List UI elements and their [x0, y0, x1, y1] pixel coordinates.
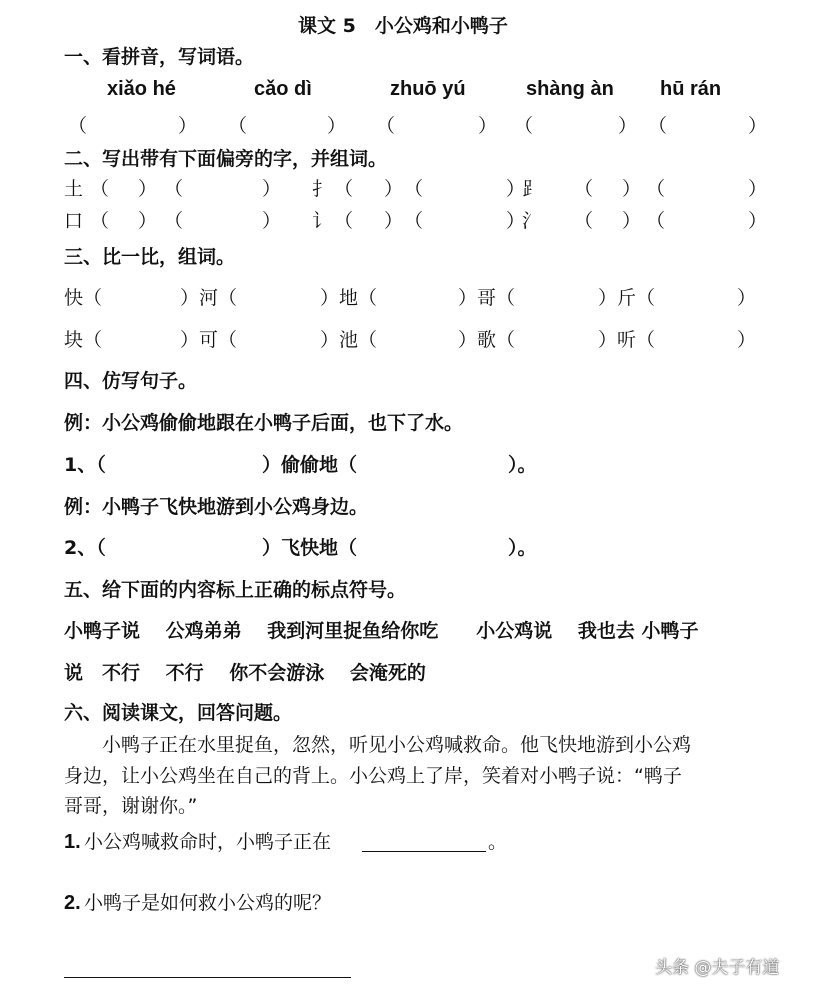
rparen: ） — [262, 210, 282, 232]
radical-shou: 扌 — [312, 178, 332, 200]
section-2-heading: 二、写出带有下面偏旁的字，并组词。 — [64, 148, 388, 170]
radical-kou: 口 — [64, 210, 84, 232]
section-4-heading: 四、仿写句子。 — [64, 370, 198, 392]
blank-lparen: （ — [376, 115, 396, 137]
lparen: （ — [574, 178, 594, 200]
compare-item: ）池（ — [320, 329, 378, 351]
lparen: （ — [404, 210, 424, 232]
pinyin-4: shàng àn — [526, 78, 614, 100]
rparen: ） — [262, 178, 282, 200]
question-1-text: 小公鸡喊救命时，小鸭子正在 — [84, 831, 332, 853]
compare-item: ）地（ — [320, 287, 378, 309]
lparen: （ — [404, 178, 424, 200]
section-6-heading: 六、阅读课文，回答问题。 — [64, 702, 293, 724]
compare-item: 块（ — [64, 329, 103, 351]
blank-lparen: （ — [68, 115, 88, 137]
exercise-2-end: ）。 — [508, 537, 537, 559]
rparen: ） — [138, 210, 158, 232]
compare-item: ） — [737, 287, 757, 309]
blank-rparen: ） — [748, 115, 768, 137]
pinyin-3: zhuō yú — [390, 78, 466, 100]
compare-item: ）河（ — [180, 287, 238, 309]
blank-rparen: ） — [478, 115, 498, 137]
compare-item: 快（ — [64, 287, 103, 309]
question-1-answer-line[interactable] — [362, 830, 486, 852]
lparen: （ — [164, 178, 184, 200]
lparen: （ — [646, 210, 666, 232]
rparen: ） — [748, 210, 768, 232]
compare-item: ）听（ — [598, 329, 656, 351]
section-3-heading: 三、比一比，组词。 — [64, 246, 236, 268]
lparen: （ — [334, 178, 354, 200]
section-5-heading: 五、给下面的内容标上正确的标点符号。 — [64, 579, 407, 601]
blank-lparen: （ — [514, 115, 534, 137]
radical-yan: 讠 — [312, 210, 332, 232]
blank-rparen: ） — [618, 115, 638, 137]
rparen: ） — [138, 178, 158, 200]
question-2-text: 小鸭子是如何救小公鸡的呢？ — [84, 892, 332, 914]
radical-zu: ⻊ — [522, 178, 542, 200]
compare-item: ）斤（ — [598, 287, 656, 309]
blank-lparen: （ — [228, 115, 248, 137]
rparen: ） — [506, 178, 526, 200]
radical-shui: 氵 — [522, 210, 542, 232]
exercise-1-start: 1、（ — [64, 454, 106, 476]
lparen: （ — [646, 178, 666, 200]
rparen: ） — [506, 210, 526, 232]
pinyin-5: hū rán — [660, 78, 722, 100]
question-1-period: 。 — [488, 831, 508, 853]
question-2-number: 2. — [64, 892, 81, 914]
question-2-answer-line[interactable] — [64, 958, 351, 978]
lparen: （ — [574, 210, 594, 232]
blank-lparen: （ — [648, 115, 668, 137]
blank-rparen: ） — [178, 115, 198, 137]
rparen: ） — [622, 210, 642, 232]
section-1-heading: 一、看拼音，写词语。 — [64, 46, 255, 68]
pinyin-2: cǎo dì — [254, 78, 312, 100]
rparen: ） — [384, 178, 404, 200]
punctuation-line-1: 小鸭子说 公鸡弟弟 我到河里捉鱼给你吃 小公鸡说 我也去 小鸭子 — [64, 620, 699, 642]
exercise-1-end: ）。 — [508, 454, 537, 476]
compare-item: ） — [737, 329, 757, 351]
lparen: （ — [334, 210, 354, 232]
exercise-2-mid: ）飞快地（ — [262, 537, 358, 559]
radical-tu: 土 — [64, 178, 84, 200]
pinyin-1: xiǎo hé — [107, 78, 176, 100]
reading-passage-line: 哥哥，谢谢你。” — [64, 795, 198, 817]
rparen: ） — [622, 178, 642, 200]
compare-item: ）可（ — [180, 329, 238, 351]
exercise-2-start: 2、（ — [64, 537, 106, 559]
punctuation-line-2: 说 不行 不行 你不会游泳 会淹死的 — [64, 662, 426, 684]
compare-item: ）哥（ — [458, 287, 516, 309]
watermark: 头条 @夫子有道 — [655, 958, 780, 978]
compare-item: ）歌（ — [458, 329, 516, 351]
rparen: ） — [748, 178, 768, 200]
lparen: （ — [90, 210, 110, 232]
rparen: ） — [384, 210, 404, 232]
question-1-number: 1. — [64, 831, 81, 853]
example-sentence-1: 例：小公鸡偷偷地跟在小鸭子后面，也下了水。 — [64, 412, 464, 434]
reading-passage-line: 小鸭子正在水里捉鱼，忽然，听见小公鸡喊救命。他飞快地游到小公鸡 — [64, 734, 692, 756]
blank-rparen: ） — [327, 115, 347, 137]
lparen: （ — [164, 210, 184, 232]
example-sentence-2: 例：小鸭子飞快地游到小公鸡身边。 — [64, 496, 369, 518]
lparen: （ — [90, 178, 110, 200]
exercise-1-mid: ）偷偷地（ — [262, 454, 358, 476]
page-title: 课文 5 小公鸡和小鸭子 — [298, 15, 508, 37]
reading-passage-line: 身边，让小公鸡坐在自己的背上。小公鸡上了岸，笑着对小鸭子说：“鸭子 — [64, 765, 682, 787]
